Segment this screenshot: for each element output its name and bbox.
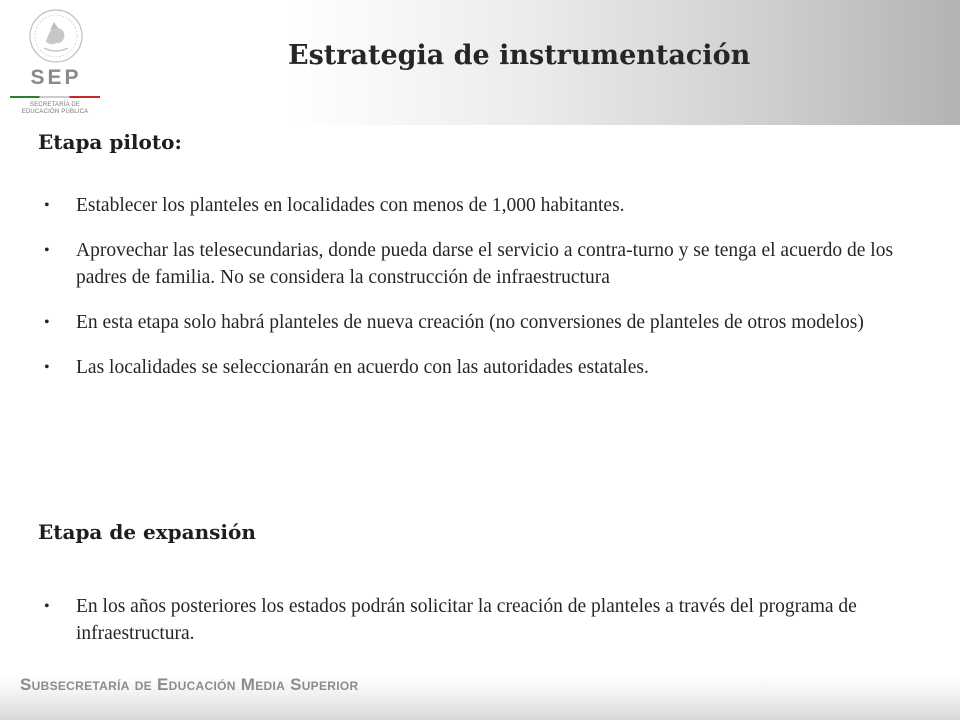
eagle-seal-icon: [28, 8, 84, 64]
pilot-bullet-list: [44, 192, 944, 381]
bullet-icon: •: [44, 314, 50, 331]
expansion-bullet-list: [44, 593, 944, 647]
pilot-bullet-3: En esta etapa solo habrá planteles de nueva creación (no conversiones de planteles de otros modelos): [76, 312, 864, 333]
bullet-icon: •: [44, 197, 50, 214]
footer-text: Subsecretaría de Educación Media Superior: [20, 675, 359, 694]
pilot-bullet-4: Las localidades se seleccionarán en acuerdo con las autoridades estatales.: [76, 357, 649, 378]
bullet-icon: •: [44, 598, 50, 615]
bullet-icon: •: [44, 359, 50, 376]
list-item: [44, 354, 944, 381]
logo-tricolor-rule: [10, 96, 100, 98]
bullet-icon: •: [44, 242, 50, 259]
slide-title: Estrategia de instrumentación: [288, 40, 751, 71]
sep-logo-subtitle-line2: EDUCACIÓN PÚBLICA: [21, 109, 89, 115]
list-item: [44, 593, 944, 647]
list-item: [44, 309, 944, 336]
pilot-bullet-1: Establecer los planteles en localidades con menos de 1,000 habitantes.: [76, 195, 625, 216]
expansion-bullet-1: En los años posteriores los estados podrán solicitar la creación de planteles a través del programa de infraestructura.: [76, 596, 857, 644]
pilot-bullet-2: Aprovechar las telesecundarias, donde pueda darse el servicio a contra-turno y se tenga el acuerdo de los padres de familia. No se considera la construcción de infraestructura: [76, 240, 894, 288]
sep-logo: [6, 6, 106, 118]
expansion-heading: Etapa de expansión: [38, 520, 256, 544]
sep-logo-name: SEP: [30, 66, 82, 89]
pilot-heading: Etapa piloto:: [38, 130, 182, 154]
list-item: [44, 237, 944, 291]
sep-logo-subtitle-line1: SECRETARÍA DE: [29, 102, 81, 108]
sep-logo-subtitle: [6, 102, 104, 116]
list-item: [44, 192, 944, 219]
